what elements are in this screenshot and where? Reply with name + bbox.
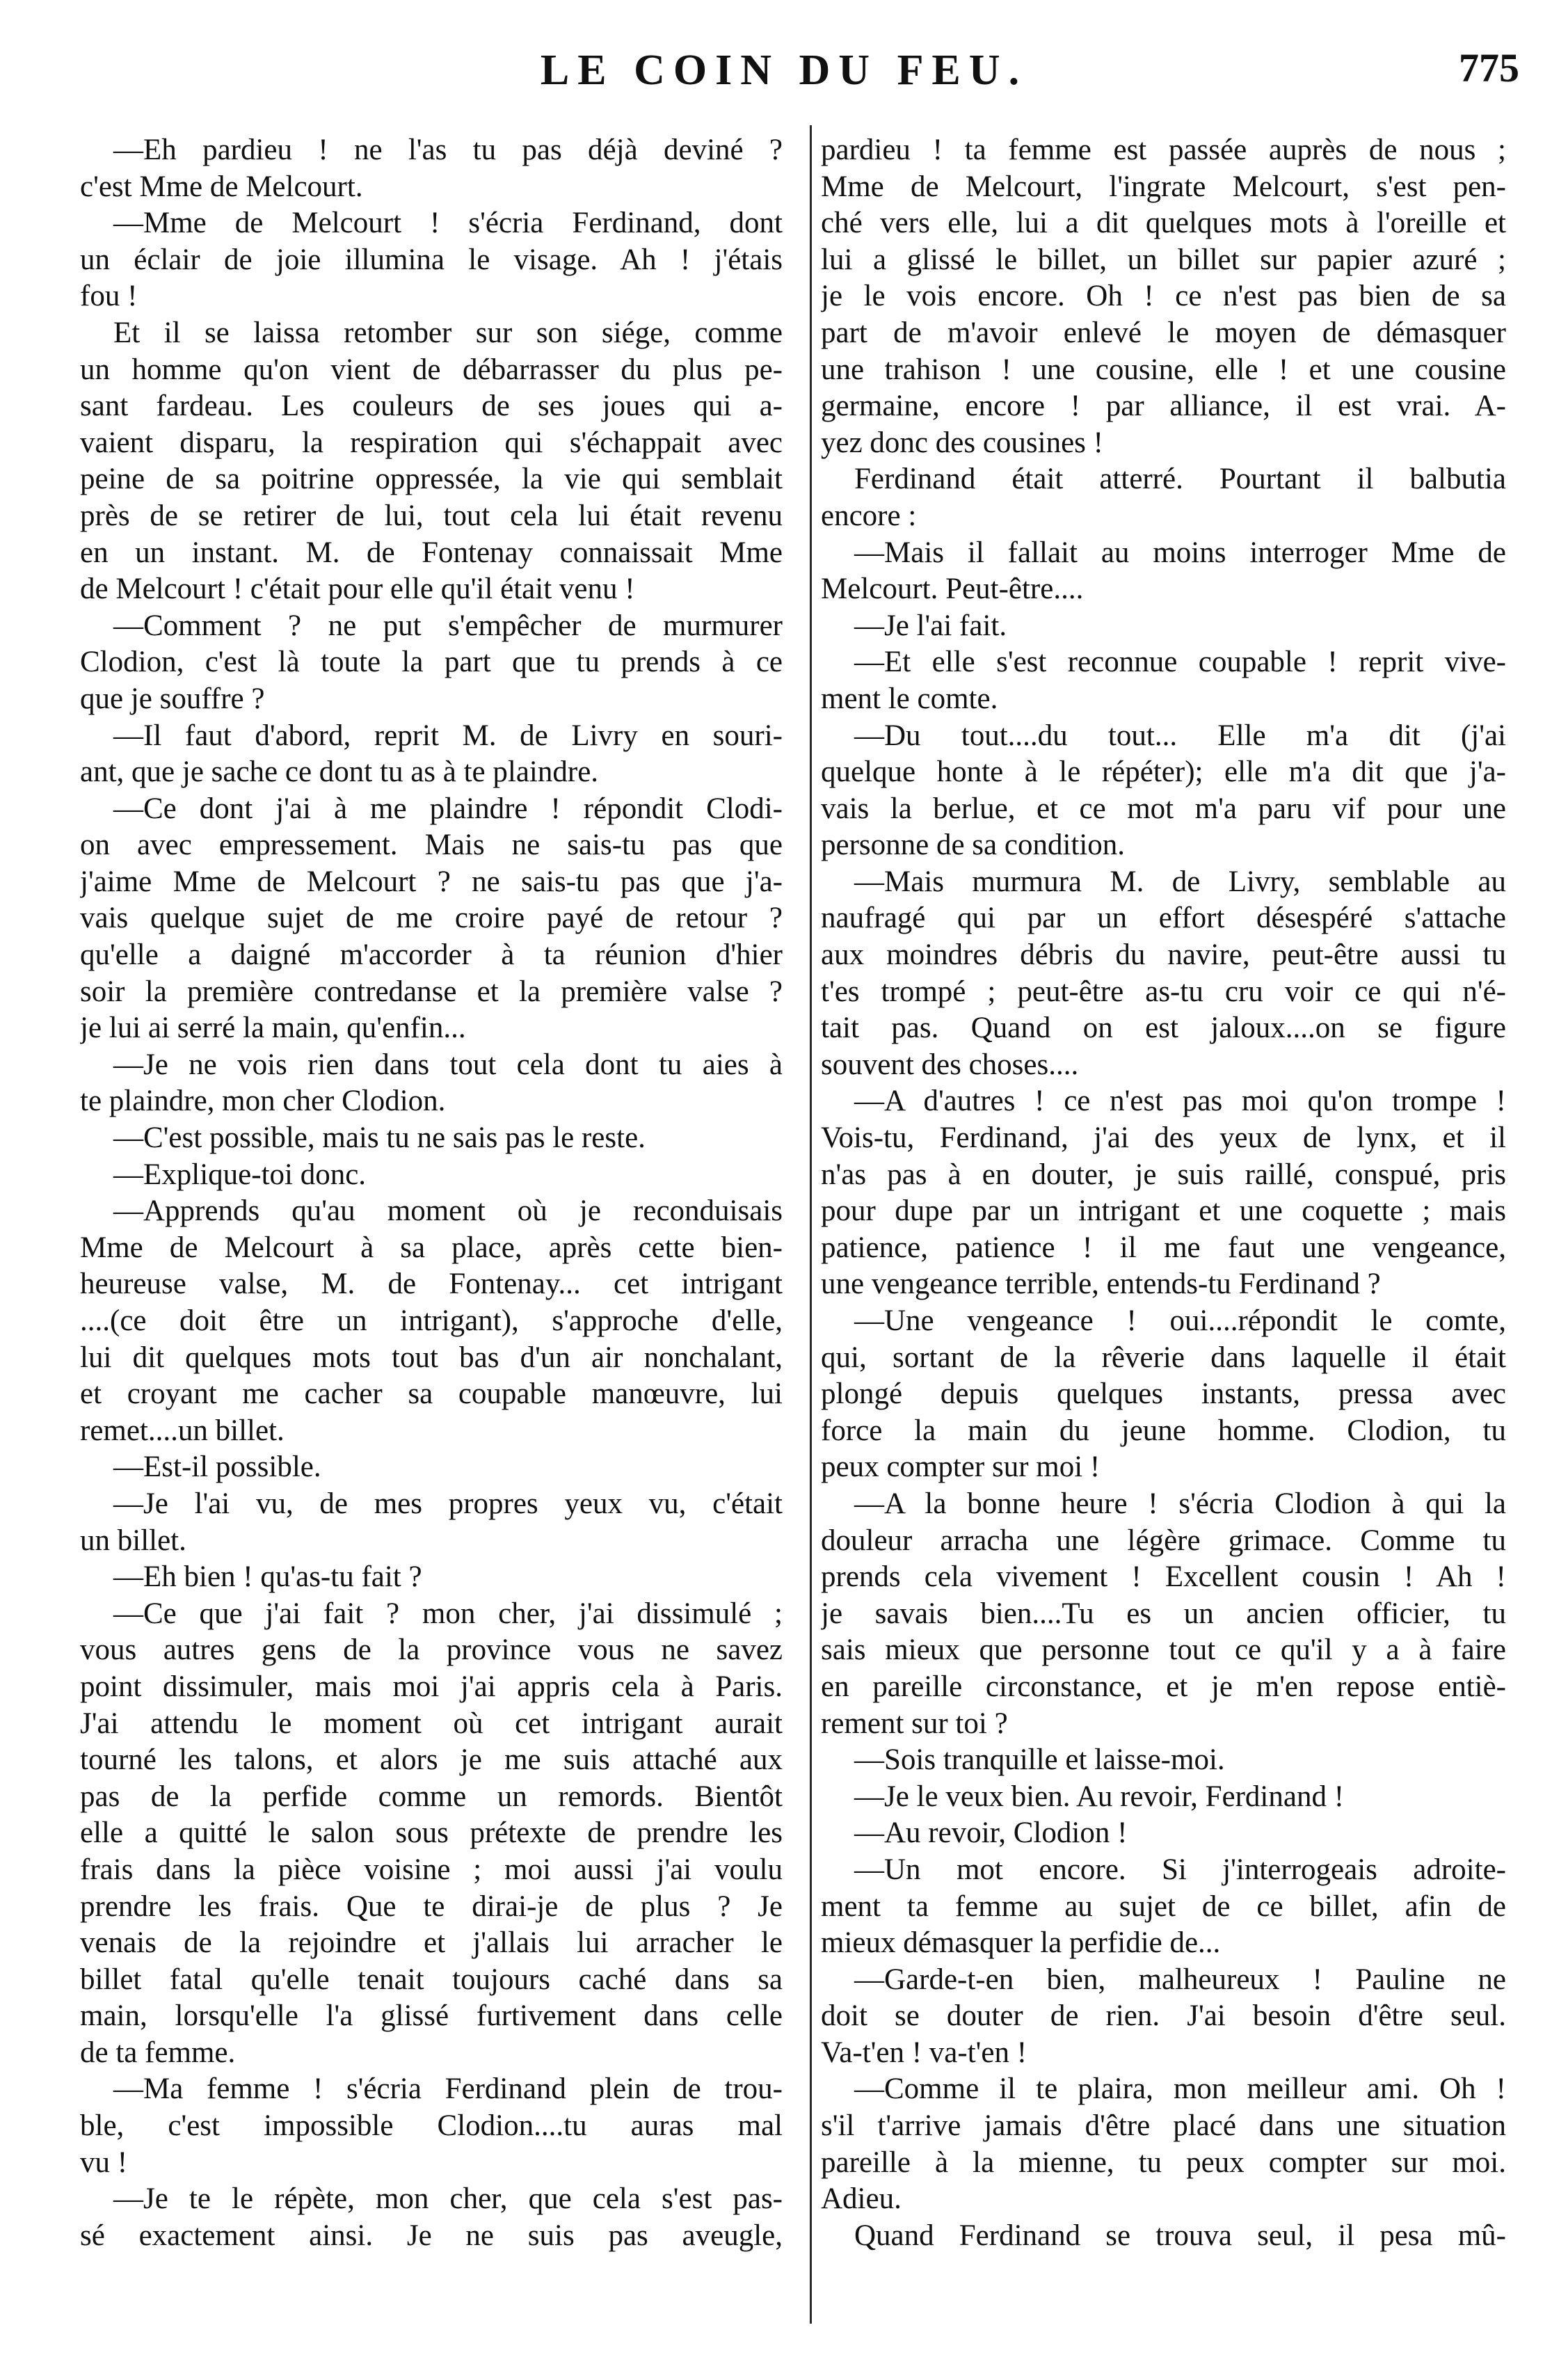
text-line: ant, que je sache ce dont tu as à te plaindre.: [80, 756, 599, 789]
text-line: Vois-tu, Ferdinand, j'ai des yeux de lynx, et il: [821, 1121, 1506, 1155]
text-line: —Ce que j'ai fait ? mon cher, j'ai dissimulé ;: [113, 1597, 783, 1630]
text-line: pareille à la mienne, tu peux compter sur moi.: [821, 2146, 1506, 2179]
text-line: —Je te le répète, mon cher, que cela s'est pas-: [113, 2182, 783, 2216]
text-line: —Au revoir, Clodion !: [854, 1816, 1128, 1850]
text-line: —Est-il possible.: [113, 1451, 321, 1484]
text-line: —Je l'ai vu, de mes propres yeux vu, c'était: [113, 1487, 783, 1520]
text-line: Va-t'en ! va-t'en !: [821, 2036, 1027, 2069]
text-line: ment le comte.: [821, 682, 998, 715]
text-line: encore :: [821, 499, 917, 532]
text-line: Mme de Melcourt à sa place, après cette bien-: [80, 1231, 783, 1264]
text-line: —Je l'ai fait.: [854, 609, 1007, 642]
text-line: main, lorsqu'elle l'a glissé furtivement dans celle: [80, 1999, 783, 2033]
text-line: pour dupe par un intrigant et une coquette ; mais: [821, 1195, 1506, 1228]
text-line: lui dit quelques mots tout bas d'un air nonchalant,: [80, 1341, 783, 1374]
text-line: Melcourt. Peut-être....: [821, 573, 1084, 606]
text-line: vais la berlue, et ce mot m'a paru vif pour une: [821, 792, 1506, 825]
text-line: et croyant me cacher sa coupable manœuvre, lui: [80, 1377, 783, 1411]
text-line: —Du tout....du tout... Elle m'a dit (j'ai: [854, 719, 1506, 752]
text-line: —C'est possible, mais tu ne sais pas le reste.: [113, 1121, 646, 1155]
text-line: pardieu ! ta femme est passée auprès de nous ;: [821, 134, 1506, 166]
text-line: —Mais il fallait au moins interroger Mme de: [854, 536, 1506, 569]
text-line: sant fardeau. Les couleurs de ses joues qui a-: [80, 390, 783, 423]
text-line: —Mais murmura M. de Livry, semblable au: [854, 865, 1506, 898]
running-title: LE COIN DU FEU.: [540, 47, 1028, 94]
text-line: —Je le veux bien. Au revoir, Ferdinand !: [854, 1780, 1345, 1813]
column-divider: [810, 125, 812, 2324]
text-line: en un instant. M. de Fontenay connaissait Mme: [80, 536, 783, 569]
text-line: qui, sortant de la rêverie dans laquelle il était: [821, 1341, 1506, 1374]
text-line: elle a quitté le salon sous prétexte de prendre les: [80, 1816, 783, 1850]
text-line: plongé depuis quelques instants, pressa avec: [821, 1377, 1506, 1411]
text-line: une trahison ! une cousine, elle ! et une cousine: [821, 353, 1506, 386]
text-line: tait pas. Quand on est jaloux....on se figure: [821, 1012, 1506, 1045]
text-line: —Mme de Melcourt ! s'écria Ferdinand, dont: [113, 207, 783, 240]
text-line: personne de sa condition.: [821, 829, 1126, 862]
text-line: je le vois encore. Oh ! ce n'est pas bien de sa: [821, 280, 1506, 313]
text-line: ché vers elle, lui a dit quelques mots à l'oreille et: [821, 207, 1506, 240]
text-line: naufragé qui par un effort désespéré s'attache: [821, 902, 1506, 935]
text-line: je savais bien....Tu es un ancien officier, tu: [821, 1597, 1506, 1630]
text-line: Et il se laissa retomber sur son siége, comme: [113, 316, 783, 349]
text-line: vous autres gens de la province vous ne savez: [80, 1634, 783, 1667]
text-line: une vengeance terrible, entends-tu Ferdinand ?: [821, 1268, 1381, 1301]
text-line: quelque honte à le répéter); elle m'a dit que j'a-: [821, 756, 1506, 789]
text-line: peux compter sur moi !: [821, 1451, 1101, 1484]
text-line: un billet.: [80, 1524, 186, 1557]
text-line: Mme de Melcourt, l'ingrate Melcourt, s'est pen-: [821, 170, 1506, 203]
text-line: rement sur toi ?: [821, 1707, 1008, 1740]
text-line: s'il t'arrive jamais d'être placé dans une situation: [821, 2109, 1506, 2143]
text-line: ment ta femme au sujet de ce billet, afin de: [821, 1890, 1506, 1923]
text-line: remet....un billet.: [80, 1414, 285, 1447]
text-line: germaine, encore ! par alliance, il est vrai. A-: [821, 390, 1506, 423]
text-line: —Explique-toi donc.: [113, 1158, 367, 1191]
text-line: aux moindres débris du navire, peut-être aussi tu: [821, 939, 1506, 972]
text-line: part de m'avoir enlevé le moyen de démasquer: [821, 316, 1506, 349]
text-line: —Et elle s'est reconnue coupable ! reprit vive-: [854, 646, 1506, 679]
text-line: en pareille circonstance, et je m'en repose entiè-: [821, 1670, 1506, 1703]
text-line: force la main du jeune homme. Clodion, tu: [821, 1414, 1506, 1447]
text-line: un éclair de joie illumina le visage. Ah ! j'étais: [80, 243, 783, 276]
text-line: J'ai attendu le moment où cet intrigant aurait: [80, 1707, 783, 1740]
text-line: point dissimuler, mais moi j'ai appris cela à Paris.: [80, 1670, 783, 1703]
text-line: Adieu.: [821, 2182, 902, 2216]
text-line: ble, c'est impossible Clodion....tu auras mal: [80, 2109, 783, 2143]
text-line: peine de sa poitrine oppressée, la vie qui semblait: [80, 463, 783, 496]
text-line: doit se douter de rien. J'ai besoin d'être seul.: [821, 1999, 1506, 2033]
text-line: Quand Ferdinand se trouva seul, il pesa mû-: [854, 2219, 1506, 2252]
text-line: —Ma femme ! s'écria Ferdinand plein de trou-: [113, 2073, 783, 2106]
text-line: —Il faut d'abord, reprit M. de Livry en souri-: [113, 719, 783, 752]
text-line: —Eh bien ! qu'as-tu fait ?: [113, 1560, 422, 1594]
text-line: que je souffre ?: [80, 682, 265, 715]
text-line: prends cela vivement ! Excellent cousin ! Ah !: [821, 1560, 1506, 1594]
left-text-column: [80, 132, 783, 2331]
text-line: —Je ne vois rien dans tout cela dont tu aies à: [113, 1048, 783, 1081]
text-line: fou !: [80, 280, 138, 313]
text-line: —Comment ? ne put s'empêcher de murmurer: [113, 609, 783, 642]
text-line: sé exactement ainsi. Je ne suis pas aveugle,: [80, 2219, 783, 2252]
text-line: mieux démasquer la perfidie de...: [821, 1926, 1221, 1960]
text-line: ....(ce doit être un intrigant), s'approche d'elle,: [80, 1304, 783, 1337]
text-line: soir la première contredanse et la première valse ?: [80, 975, 783, 1008]
text-line: c'est Mme de Melcourt.: [80, 170, 363, 203]
text-line: près de se retirer de lui, tout cela lui était revenu: [80, 499, 783, 532]
text-line: te plaindre, mon cher Clodion.: [80, 1085, 446, 1118]
text-line: souvent des choses....: [821, 1048, 1079, 1081]
text-line: t'es trompé ; peut-être as-tu cru voir ce qui n'é-: [821, 975, 1506, 1008]
text-line: je lui ai serré la main, qu'enfin...: [80, 1012, 466, 1045]
text-line: venais de la rejoindre et j'allais lui arracher le: [80, 1926, 783, 1960]
text-line: —Sois tranquille et laisse-moi.: [854, 1743, 1225, 1777]
page-number: 775: [1459, 45, 1519, 90]
text-line: —Apprends qu'au moment où je reconduisais: [113, 1195, 783, 1228]
text-line: j'aime Mme de Melcourt ? ne sais-tu pas que j'a-: [80, 865, 783, 898]
text-line: n'as pas à en douter, je suis raillé, conspué, pris: [821, 1158, 1506, 1191]
text-line: Clodion, c'est là toute la part que tu prends à ce: [80, 646, 783, 679]
text-line: billet fatal qu'elle tenait toujours caché dans sa: [80, 1963, 783, 1996]
text-line: on avec empressement. Mais ne sais-tu pas que: [80, 829, 783, 862]
text-line: —Garde-t-en bien, malheureux ! Pauline ne: [854, 1963, 1506, 1996]
text-line: —Eh pardieu ! ne l'as tu pas déjà deviné ?: [113, 134, 783, 166]
text-line: vais quelque sujet de me croire payé de retour ?: [80, 902, 783, 935]
text-line: vu !: [80, 2146, 128, 2179]
text-line: pas de la perfide comme un remords. Bientôt: [80, 1780, 783, 1813]
text-line: —Ce dont j'ai à me plaindre ! répondit Clodi-: [113, 792, 783, 825]
text-line: heureuse valse, M. de Fontenay... cet intrigant: [80, 1268, 783, 1301]
text-line: —Comme il te plaira, mon meilleur ami. Oh !: [854, 2073, 1506, 2106]
text-line: un homme qu'on vient de débarrasser du plus pe-: [80, 353, 783, 386]
text-line: tourné les talons, et alors je me suis attaché aux: [80, 1743, 783, 1777]
text-line: qu'elle a daigné m'accorder à ta réunion d'hier: [80, 939, 783, 972]
text-line: yez donc des cousines !: [821, 426, 1103, 459]
text-line: —Une vengeance ! oui....répondit le comte,: [854, 1304, 1506, 1337]
right-text-column: [821, 132, 1506, 2331]
text-line: —A la bonne heure ! s'écria Clodion à qui la: [854, 1487, 1506, 1520]
text-line: douleur arracha une légère grimace. Comme tu: [821, 1524, 1506, 1557]
text-line: prendre les frais. Que te dirai-je de plus ? Je: [80, 1890, 783, 1923]
text-line: —A d'autres ! ce n'est pas moi qu'on trompe !: [854, 1085, 1506, 1118]
text-line: vaient disparu, la respiration qui s'échappait avec: [80, 426, 783, 459]
text-line: de Melcourt ! c'était pour elle qu'il était venu !: [80, 573, 635, 606]
text-line: de ta femme.: [80, 2036, 236, 2069]
text-line: lui a glissé le billet, un billet sur papier azuré ;: [821, 243, 1506, 276]
text-line: patience, patience ! il me faut une vengeance,: [821, 1231, 1506, 1264]
text-line: frais dans la pièce voisine ; moi aussi j'ai voulu: [80, 1853, 783, 1886]
text-line: —Un mot encore. Si j'interrogeais adroite-: [854, 1853, 1506, 1886]
text-line: sais mieux que personne tout ce qu'il y a à faire: [821, 1634, 1506, 1667]
text-line: Ferdinand était atterré. Pourtant il balbutia: [854, 463, 1506, 496]
